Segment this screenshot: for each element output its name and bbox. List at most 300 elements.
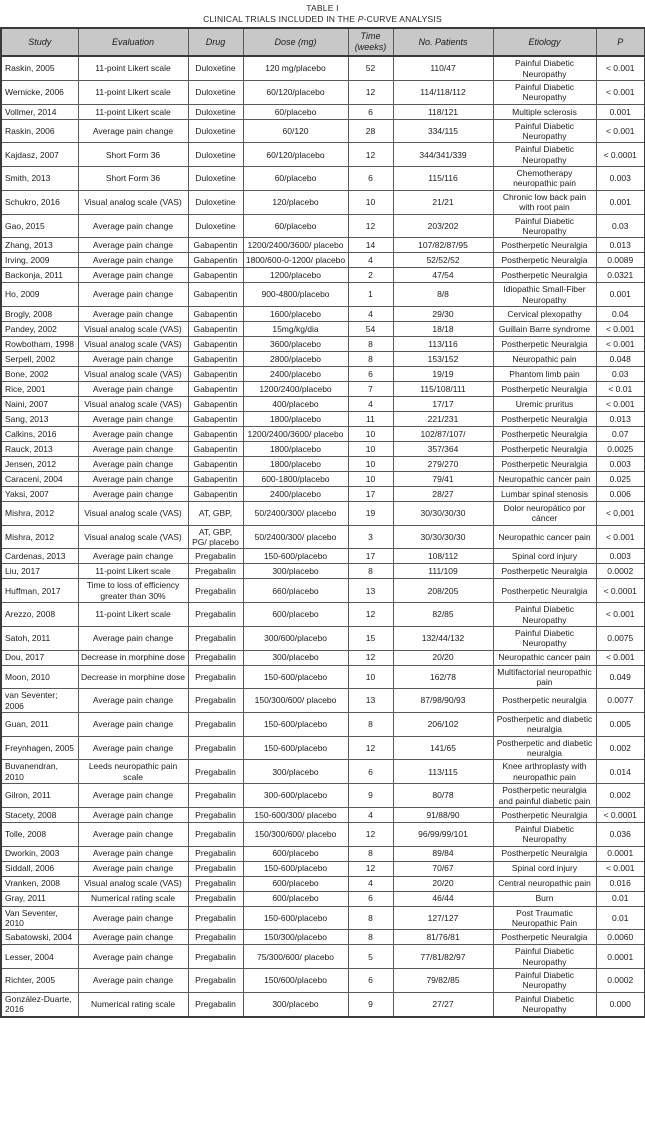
cell-study: Siddall, 2006 bbox=[1, 861, 78, 876]
cell-study: Buvanendran, 2010 bbox=[1, 760, 78, 784]
cell-study: Gilron, 2011 bbox=[1, 784, 78, 808]
cell-etiology: Neuropathic cancer pain bbox=[493, 650, 596, 665]
cell-patients: 221/231 bbox=[393, 412, 493, 427]
cell-time: 6 bbox=[348, 969, 393, 993]
cell-dose: 660/placebo bbox=[243, 579, 348, 603]
table-title bbox=[0, 14, 645, 25]
cell-study: Vranken, 2008 bbox=[1, 876, 78, 891]
table-row bbox=[1, 891, 645, 906]
cell-dose: 2800/placebo bbox=[243, 352, 348, 367]
cell-patients: 19/19 bbox=[393, 367, 493, 382]
cell-time: 4 bbox=[348, 253, 393, 268]
cell-evaluation: Average pain change bbox=[78, 427, 188, 442]
cell-dose: 150-600/placebo bbox=[243, 736, 348, 760]
cell-drug: Gabapentin bbox=[188, 487, 243, 502]
cell-study: Stacety, 2008 bbox=[1, 807, 78, 822]
cell-etiology: Postherpetic Neuralgia bbox=[493, 846, 596, 861]
cell-evaluation: Average pain change bbox=[78, 214, 188, 238]
cell-etiology: Dolor neuropático por cáncer bbox=[493, 502, 596, 526]
cell-drug: Gabapentin bbox=[188, 472, 243, 487]
cell-dose: 2400/placebo bbox=[243, 367, 348, 382]
cell-drug: Pregabalin bbox=[188, 846, 243, 861]
cell-etiology: Post Traumatic Neuropathic Pain bbox=[493, 906, 596, 930]
cell-drug: Pregabalin bbox=[188, 969, 243, 993]
cell-time: 4 bbox=[348, 807, 393, 822]
table-row bbox=[1, 457, 645, 472]
table-row bbox=[1, 626, 645, 650]
cell-drug: Pregabalin bbox=[188, 891, 243, 906]
cell-study: González-Duarte, 2016 bbox=[1, 992, 78, 1016]
cell-p: 0.003 bbox=[596, 167, 645, 191]
table-row bbox=[1, 190, 645, 214]
cell-patients: 206/102 bbox=[393, 713, 493, 737]
cell-patients: 115/108/111 bbox=[393, 382, 493, 397]
table-row bbox=[1, 807, 645, 822]
cell-time: 10 bbox=[348, 190, 393, 214]
table-row bbox=[1, 579, 645, 603]
cell-etiology: Postherpetic Neuralgia bbox=[493, 238, 596, 253]
cell-evaluation: Average pain change bbox=[78, 283, 188, 307]
cell-patients: 113/115 bbox=[393, 760, 493, 784]
cell-etiology: Postherpetic and diabetic neuralgia bbox=[493, 713, 596, 737]
cell-study: Lesser, 2004 bbox=[1, 945, 78, 969]
table-row bbox=[1, 442, 645, 457]
cell-time: 11 bbox=[348, 412, 393, 427]
cell-drug: Pregabalin bbox=[188, 760, 243, 784]
cell-dose: 600/placebo bbox=[243, 603, 348, 627]
cell-evaluation: Visual analog scale (VAS) bbox=[78, 190, 188, 214]
cell-dose: 60/placebo bbox=[243, 167, 348, 191]
cell-p: 0.003 bbox=[596, 457, 645, 472]
cell-etiology: Painful Diabetic Neuropathy bbox=[493, 945, 596, 969]
cell-study: Calkins, 2016 bbox=[1, 427, 78, 442]
table-row bbox=[1, 992, 645, 1016]
cell-time: 10 bbox=[348, 457, 393, 472]
cell-evaluation: Time to loss of efficiency greater than 30% bbox=[78, 579, 188, 603]
cell-dose: 1200/2400/3600/ placebo bbox=[243, 238, 348, 253]
cell-drug: Pregabalin bbox=[188, 603, 243, 627]
table-row bbox=[1, 525, 645, 549]
cell-time: 4 bbox=[348, 876, 393, 891]
cell-etiology: Postherpetic Neuralgia bbox=[493, 579, 596, 603]
table-row bbox=[1, 119, 645, 143]
cell-time: 6 bbox=[348, 760, 393, 784]
cell-etiology: Burn bbox=[493, 891, 596, 906]
cell-drug: Pregabalin bbox=[188, 665, 243, 689]
cell-patients: 70/67 bbox=[393, 861, 493, 876]
cell-drug: AT, GBP, bbox=[188, 502, 243, 526]
cell-drug: Pregabalin bbox=[188, 807, 243, 822]
cell-patients: 47/54 bbox=[393, 268, 493, 283]
cell-time: 6 bbox=[348, 891, 393, 906]
cell-patients: 29/30 bbox=[393, 307, 493, 322]
cell-etiology: Central neuropathic pain bbox=[493, 876, 596, 891]
cell-drug: Duloxetine bbox=[188, 143, 243, 167]
cell-patients: 115/116 bbox=[393, 167, 493, 191]
cell-p: < 0,001 bbox=[596, 502, 645, 526]
cell-p: 0.01 bbox=[596, 906, 645, 930]
cell-patients: 141/65 bbox=[393, 736, 493, 760]
column-header-etiology: Etiology bbox=[493, 28, 596, 56]
cell-dose: 300/600/placebo bbox=[243, 626, 348, 650]
cell-time: 4 bbox=[348, 307, 393, 322]
cell-drug: Gabapentin bbox=[188, 352, 243, 367]
cell-evaluation: Numerical rating scale bbox=[78, 992, 188, 1016]
cell-time: 6 bbox=[348, 167, 393, 191]
cell-evaluation: Visual analog scale (VAS) bbox=[78, 322, 188, 337]
cell-time: 10 bbox=[348, 442, 393, 457]
cell-time: 9 bbox=[348, 784, 393, 808]
cell-p: 0.01 bbox=[596, 891, 645, 906]
cell-etiology: Multiple sclerosis bbox=[493, 104, 596, 119]
table-title-suffix: -CURVE ANALYSIS bbox=[363, 13, 442, 24]
cell-evaluation: Average pain change bbox=[78, 457, 188, 472]
cell-time: 12 bbox=[348, 214, 393, 238]
table-row bbox=[1, 104, 645, 119]
cell-p: < 0.001 bbox=[596, 861, 645, 876]
cell-etiology: Postherpetic neuralgia bbox=[493, 689, 596, 713]
cell-etiology: Postherpetic Neuralgia bbox=[493, 930, 596, 945]
cell-drug: Duloxetine bbox=[188, 167, 243, 191]
cell-dose: 300/placebo bbox=[243, 760, 348, 784]
cell-time: 12 bbox=[348, 650, 393, 665]
cell-etiology: Postherpetic neuralgia and painful diabetic pain bbox=[493, 784, 596, 808]
cell-study: Raskin, 2005 bbox=[1, 56, 78, 80]
table-row bbox=[1, 945, 645, 969]
cell-etiology: Guillain Barre syndrome bbox=[493, 322, 596, 337]
cell-drug: Pregabalin bbox=[188, 992, 243, 1016]
cell-study: Raskin, 2006 bbox=[1, 119, 78, 143]
cell-evaluation: Visual analog scale (VAS) bbox=[78, 525, 188, 549]
cell-drug: Duloxetine bbox=[188, 56, 243, 80]
table-row bbox=[1, 487, 645, 502]
table-row bbox=[1, 307, 645, 322]
cell-evaluation: Average pain change bbox=[78, 969, 188, 993]
cell-evaluation: Visual analog scale (VAS) bbox=[78, 876, 188, 891]
cell-p: 0.0321 bbox=[596, 268, 645, 283]
table-title-italic-p: P bbox=[357, 13, 364, 24]
cell-patients: 132/44/132 bbox=[393, 626, 493, 650]
cell-dose: 150/300/600/ placebo bbox=[243, 689, 348, 713]
cell-patients: 102/87/107/ bbox=[393, 427, 493, 442]
cell-time: 8 bbox=[348, 564, 393, 579]
cell-drug: Pregabalin bbox=[188, 713, 243, 737]
cell-patients: 46/44 bbox=[393, 891, 493, 906]
table-row bbox=[1, 665, 645, 689]
column-header-drug: Drug bbox=[188, 28, 243, 56]
cell-p: 0.0001 bbox=[596, 846, 645, 861]
cell-evaluation: Average pain change bbox=[78, 307, 188, 322]
cell-p: < 0.0001 bbox=[596, 807, 645, 822]
cell-evaluation: Average pain change bbox=[78, 238, 188, 253]
table-title-prefix: CLINICAL TRIALS INCLUDED IN THE bbox=[203, 13, 358, 24]
cell-dose: 60/placebo bbox=[243, 214, 348, 238]
cell-dose: 150-600/placebo bbox=[243, 549, 348, 564]
cell-p: < 0.001 bbox=[596, 80, 645, 104]
cell-dose: 900-4800/placebo bbox=[243, 283, 348, 307]
table-row bbox=[1, 472, 645, 487]
cell-etiology: Painful Diabetic Neuropathy bbox=[493, 80, 596, 104]
cell-patients: 52/52/52 bbox=[393, 253, 493, 268]
cell-p: 0.006 bbox=[596, 487, 645, 502]
cell-drug: Pregabalin bbox=[188, 945, 243, 969]
cell-dose: 50/2400/300/ placebo bbox=[243, 525, 348, 549]
cell-p: 0.049 bbox=[596, 665, 645, 689]
table-row bbox=[1, 412, 645, 427]
cell-time: 12 bbox=[348, 143, 393, 167]
cell-etiology: Multifactorial neuropathic pain bbox=[493, 665, 596, 689]
cell-patients: 77/81/82/97 bbox=[393, 945, 493, 969]
cell-patients: 18/18 bbox=[393, 322, 493, 337]
cell-etiology: Painful Diabetic Neuropathy bbox=[493, 143, 596, 167]
cell-drug: Gabapentin bbox=[188, 412, 243, 427]
table-row bbox=[1, 397, 645, 412]
cell-study: Gao, 2015 bbox=[1, 214, 78, 238]
cell-patients: 80/78 bbox=[393, 784, 493, 808]
cell-evaluation: Decrease in morphine dose bbox=[78, 665, 188, 689]
table-caption bbox=[0, 3, 645, 24]
cell-p: 0.048 bbox=[596, 352, 645, 367]
table-row bbox=[1, 238, 645, 253]
cell-drug: Gabapentin bbox=[188, 337, 243, 352]
cell-etiology: Postherpetic Neuralgia bbox=[493, 412, 596, 427]
cell-p: 0.04 bbox=[596, 307, 645, 322]
cell-study: Dworkin, 2003 bbox=[1, 846, 78, 861]
cell-evaluation: Average pain change bbox=[78, 119, 188, 143]
cell-time: 10 bbox=[348, 665, 393, 689]
cell-time: 8 bbox=[348, 352, 393, 367]
cell-study: Arezzo, 2008 bbox=[1, 603, 78, 627]
cell-evaluation: Average pain change bbox=[78, 442, 188, 457]
cell-dose: 1200/placebo bbox=[243, 268, 348, 283]
cell-dose: 50/2400/300/ placebo bbox=[243, 502, 348, 526]
table-row bbox=[1, 56, 645, 80]
cell-dose: 600-1800/placebo bbox=[243, 472, 348, 487]
cell-etiology: Postherpetic Neuralgia bbox=[493, 457, 596, 472]
table-number: TABLE I bbox=[306, 3, 339, 13]
cell-evaluation: Average pain change bbox=[78, 861, 188, 876]
cell-evaluation: Average pain change bbox=[78, 412, 188, 427]
cell-time: 17 bbox=[348, 549, 393, 564]
cell-etiology: Postherpetic Neuralgia bbox=[493, 427, 596, 442]
cell-patients: 110/47 bbox=[393, 56, 493, 80]
cell-p: 0.0089 bbox=[596, 253, 645, 268]
cell-etiology: Chemotherapy neuropathic pain bbox=[493, 167, 596, 191]
cell-time: 8 bbox=[348, 930, 393, 945]
cell-patients: 107/82/87/95 bbox=[393, 238, 493, 253]
cell-drug: Pregabalin bbox=[188, 564, 243, 579]
table-row bbox=[1, 143, 645, 167]
cell-p: 0.0077 bbox=[596, 689, 645, 713]
cell-etiology: Painful Diabetic Neuropathy bbox=[493, 214, 596, 238]
table-row bbox=[1, 268, 645, 283]
cell-etiology: Chronic low back pain with root pain bbox=[493, 190, 596, 214]
cell-etiology: Painful Diabetic Neuropathy bbox=[493, 822, 596, 846]
cell-patients: 20/20 bbox=[393, 650, 493, 665]
cell-time: 12 bbox=[348, 603, 393, 627]
cell-evaluation: Average pain change bbox=[78, 713, 188, 737]
cell-p: 0.07 bbox=[596, 427, 645, 442]
cell-time: 1 bbox=[348, 283, 393, 307]
cell-p: < 0.001 bbox=[596, 603, 645, 627]
cell-study: Tolle, 2008 bbox=[1, 822, 78, 846]
cell-dose: 150-600/300/ placebo bbox=[243, 807, 348, 822]
cell-study: Satoh, 2011 bbox=[1, 626, 78, 650]
cell-p: < 0.001 bbox=[596, 397, 645, 412]
cell-p: < 0.01 bbox=[596, 382, 645, 397]
cell-study: Rice, 2001 bbox=[1, 382, 78, 397]
cell-dose: 150/600/placebo bbox=[243, 969, 348, 993]
cell-time: 52 bbox=[348, 56, 393, 80]
cell-evaluation: Short Form 36 bbox=[78, 143, 188, 167]
cell-drug: AT, GBP, PG/ placebo bbox=[188, 525, 243, 549]
cell-evaluation: Average pain change bbox=[78, 906, 188, 930]
cell-patients: 279/270 bbox=[393, 457, 493, 472]
cell-dose: 75/300/600/ placebo bbox=[243, 945, 348, 969]
table-row bbox=[1, 906, 645, 930]
cell-study: Smith, 2013 bbox=[1, 167, 78, 191]
cell-study: Caraceni, 2004 bbox=[1, 472, 78, 487]
cell-evaluation: Average pain change bbox=[78, 487, 188, 502]
cell-p: < 0.001 bbox=[596, 119, 645, 143]
cell-dose: 150/300/placebo bbox=[243, 930, 348, 945]
cell-time: 19 bbox=[348, 502, 393, 526]
cell-time: 9 bbox=[348, 992, 393, 1016]
cell-study: Irving, 2009 bbox=[1, 253, 78, 268]
cell-dose: 300-600/placebo bbox=[243, 784, 348, 808]
cell-dose: 150-600/placebo bbox=[243, 861, 348, 876]
table-row bbox=[1, 969, 645, 993]
cell-etiology: Painful Diabetic Neuropathy bbox=[493, 603, 596, 627]
cell-dose: 150-600/placebo bbox=[243, 713, 348, 737]
cell-time: 5 bbox=[348, 945, 393, 969]
cell-etiology: Postherpetic Neuralgia bbox=[493, 382, 596, 397]
cell-p: 0.005 bbox=[596, 713, 645, 737]
cell-patients: 357/364 bbox=[393, 442, 493, 457]
column-header-dose: Dose (mg) bbox=[243, 28, 348, 56]
cell-dose: 300/placebo bbox=[243, 564, 348, 579]
cell-evaluation: Visual analog scale (VAS) bbox=[78, 367, 188, 382]
cell-drug: Gabapentin bbox=[188, 427, 243, 442]
cell-patients: 114/118/112 bbox=[393, 80, 493, 104]
cell-dose: 400/placebo bbox=[243, 397, 348, 412]
cell-evaluation: 11-point Likert scale bbox=[78, 80, 188, 104]
cell-p: < 0.0001 bbox=[596, 143, 645, 167]
cell-patients: 108/112 bbox=[393, 549, 493, 564]
cell-patients: 344/341/339 bbox=[393, 143, 493, 167]
cell-p: 0.03 bbox=[596, 214, 645, 238]
cell-evaluation: Average pain change bbox=[78, 626, 188, 650]
cell-etiology: Neuropathic cancer pain bbox=[493, 472, 596, 487]
cell-patients: 153/152 bbox=[393, 352, 493, 367]
cell-etiology: Neuropathic pain bbox=[493, 352, 596, 367]
cell-study: Huffman, 2017 bbox=[1, 579, 78, 603]
clinical-trials-table bbox=[0, 27, 645, 1017]
cell-time: 13 bbox=[348, 579, 393, 603]
cell-drug: Pregabalin bbox=[188, 861, 243, 876]
cell-patients: 81/76/81 bbox=[393, 930, 493, 945]
cell-study: Yaksi, 2007 bbox=[1, 487, 78, 502]
cell-drug: Pregabalin bbox=[188, 822, 243, 846]
cell-study: Backonja, 2011 bbox=[1, 268, 78, 283]
cell-patients: 30/30/30/30 bbox=[393, 502, 493, 526]
cell-evaluation: Average pain change bbox=[78, 846, 188, 861]
cell-drug: Gabapentin bbox=[188, 367, 243, 382]
cell-evaluation: 11-point Likert scale bbox=[78, 564, 188, 579]
cell-drug: Pregabalin bbox=[188, 689, 243, 713]
cell-p: 0.03 bbox=[596, 367, 645, 382]
cell-drug: Pregabalin bbox=[188, 549, 243, 564]
cell-etiology: Postherpetic and diabetic neuralgia bbox=[493, 736, 596, 760]
cell-p: < 0.001 bbox=[596, 322, 645, 337]
cell-study: Wernicke, 2006 bbox=[1, 80, 78, 104]
cell-evaluation: Average pain change bbox=[78, 736, 188, 760]
cell-evaluation: Visual analog scale (VAS) bbox=[78, 337, 188, 352]
cell-evaluation: Average pain change bbox=[78, 253, 188, 268]
cell-etiology: Postherpetic Neuralgia bbox=[493, 337, 596, 352]
cell-p: 0.014 bbox=[596, 760, 645, 784]
cell-p: 0.002 bbox=[596, 784, 645, 808]
cell-drug: Pregabalin bbox=[188, 930, 243, 945]
cell-p: 0.003 bbox=[596, 549, 645, 564]
cell-etiology: Spinal cord injury bbox=[493, 549, 596, 564]
cell-study: Ho, 2009 bbox=[1, 283, 78, 307]
cell-study: Zhang, 2013 bbox=[1, 238, 78, 253]
cell-patients: 89/84 bbox=[393, 846, 493, 861]
cell-study: Dou, 2017 bbox=[1, 650, 78, 665]
cell-etiology: Uremic pruritus bbox=[493, 397, 596, 412]
cell-etiology: Postherpetic Neuralgia bbox=[493, 564, 596, 579]
cell-study: Freynhagen, 2005 bbox=[1, 736, 78, 760]
cell-p: 0.001 bbox=[596, 104, 645, 119]
cell-evaluation: Leeds neuropathic pain scale bbox=[78, 760, 188, 784]
cell-time: 15 bbox=[348, 626, 393, 650]
cell-study: Rowbotham, 1998 bbox=[1, 337, 78, 352]
cell-study: Pandey, 2002 bbox=[1, 322, 78, 337]
cell-patients: 20/20 bbox=[393, 876, 493, 891]
cell-patients: 87/98/90/93 bbox=[393, 689, 493, 713]
column-header-study: Study bbox=[1, 28, 78, 56]
table-row bbox=[1, 846, 645, 861]
cell-patients: 127/127 bbox=[393, 906, 493, 930]
cell-evaluation: 11-point Likert scale bbox=[78, 104, 188, 119]
cell-study: Sang, 2013 bbox=[1, 412, 78, 427]
cell-study: Naini, 2007 bbox=[1, 397, 78, 412]
cell-evaluation: Average pain change bbox=[78, 784, 188, 808]
cell-evaluation: Average pain change bbox=[78, 268, 188, 283]
cell-etiology: Lumbar spinal stenosis bbox=[493, 487, 596, 502]
table-row bbox=[1, 214, 645, 238]
cell-p: 0.036 bbox=[596, 822, 645, 846]
cell-drug: Gabapentin bbox=[188, 268, 243, 283]
cell-p: 0.001 bbox=[596, 283, 645, 307]
cell-dose: 600/placebo bbox=[243, 876, 348, 891]
cell-drug: Gabapentin bbox=[188, 397, 243, 412]
cell-etiology: Postherpetic Neuralgia bbox=[493, 253, 596, 268]
cell-time: 28 bbox=[348, 119, 393, 143]
cell-evaluation: Short Form 36 bbox=[78, 167, 188, 191]
cell-study: van Seventer; 2006 bbox=[1, 689, 78, 713]
column-header-patients: No. Patients bbox=[393, 28, 493, 56]
cell-patients: 162/78 bbox=[393, 665, 493, 689]
header-row bbox=[1, 28, 645, 56]
cell-drug: Gabapentin bbox=[188, 253, 243, 268]
cell-time: 13 bbox=[348, 689, 393, 713]
cell-patients: 334/115 bbox=[393, 119, 493, 143]
cell-dose: 1600/placebo bbox=[243, 307, 348, 322]
cell-dose: 1800/placebo bbox=[243, 442, 348, 457]
cell-etiology: Painful Diabetic Neuropathy bbox=[493, 626, 596, 650]
